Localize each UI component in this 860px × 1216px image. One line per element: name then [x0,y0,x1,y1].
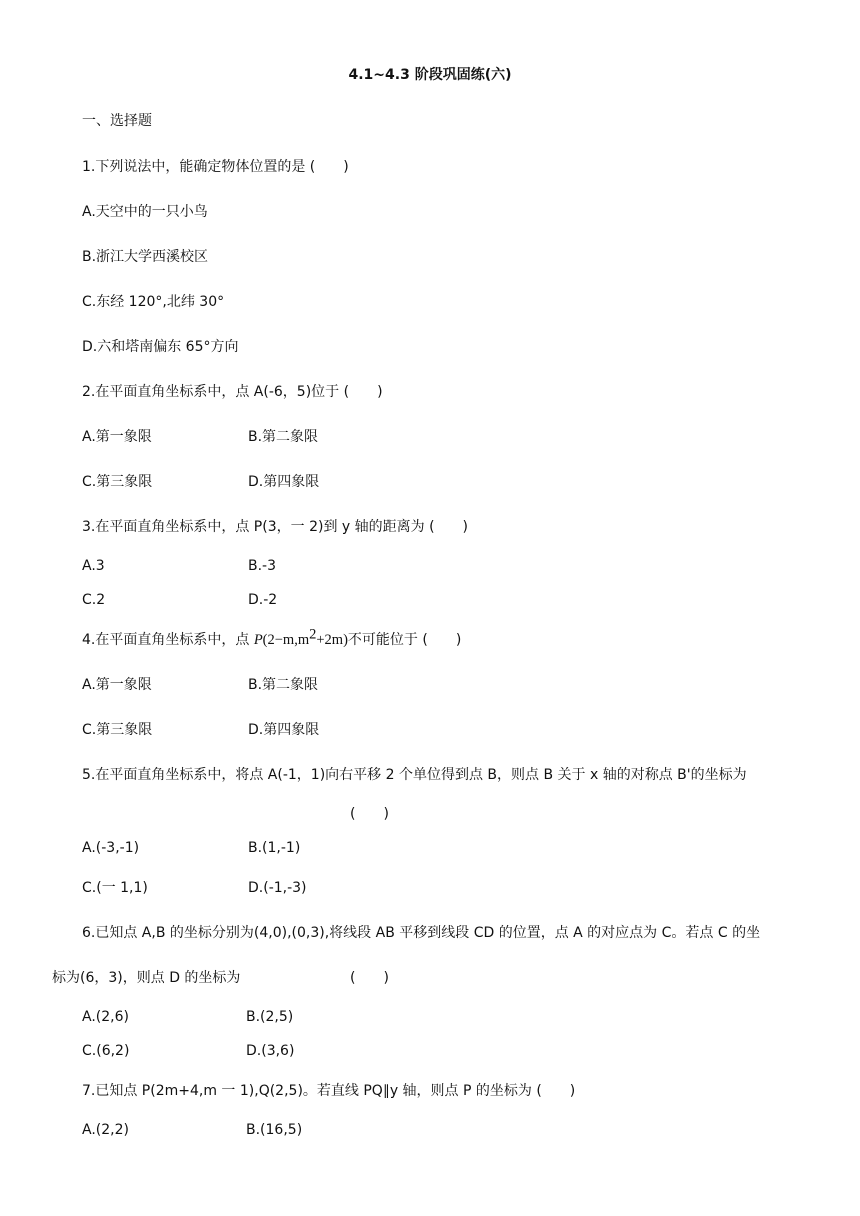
question-5-option-a: A.(-3,-1) [82,840,140,856]
question-5-answer-paren: ( ) [350,806,389,822]
question-1-stem: 1.下列说法中，能确定物体位置的是 ( ) [82,159,349,175]
question-4-option-c: C.第三象限 [82,722,153,738]
question-3-option-a: A.3 [82,558,105,574]
question-4-option-d: D.第四象限 [248,722,320,738]
question-7-stem: 7.已知点 P(2m+4,m 一 1),Q(2,5)。若直线 PQ∥y 轴，则点 P 的坐标为 ( ) [82,1083,576,1099]
question-6-stem-line1: 6.已知点 A,B 的坐标分别为(4,0),(0,3),将线段 AB 平移到线段 CD 的位置，点 A 的对应点为 C。若点 C 的坐 [82,925,761,941]
question-1-option-d: D.六和塔南偏东 65°方向 [82,339,239,355]
question-2-option-b: B.第二象限 [248,429,319,445]
question-6-option-a: A.(2,6) [82,1009,129,1025]
question-3-stem: 3.在平面直角坐标系中，点 P(3，一 2)到 y 轴的距离为 ( ) [82,519,468,535]
question-1-option-c: C.东经 120°,北纬 30° [82,294,225,310]
question-4-stem [82,626,462,649]
question-3-option-b: B.-3 [248,558,277,574]
question-1-option-b: B.浙江大学西溪校区 [82,249,209,265]
question-4-point-label: P [253,632,263,648]
question-5-option-d: D.(-1,-3) [248,880,307,896]
question-6-option-c: C.(6,2) [82,1043,130,1059]
question-2-stem: 2.在平面直角坐标系中，点 A(-6，5)位于 ( ) [82,384,383,400]
question-7-option-a: A.(2,2) [82,1122,129,1138]
question-3-option-c: C.2 [82,592,106,608]
question-4-stem-prefix: 4.在平面直角坐标系中，点 [82,632,250,648]
question-4-exponent: 2 [309,626,317,643]
question-4-option-b: B.第二象限 [248,677,319,693]
question-3-option-d: D.-2 [248,592,278,608]
question-5-option-c: C.(一 1,1) [82,880,148,896]
question-4-stem-suffix: 不可能位于 ( ) [347,632,462,648]
question-6-stem-line2: 标为(6，3)，则点 D 的坐标为 [52,970,241,986]
question-4-option-a: A.第一象限 [82,677,152,693]
question-7-option-b: B.(16,5) [246,1122,303,1138]
question-2-option-d: D.第四象限 [248,474,320,490]
question-4-expression-part1: (2−m,m [262,632,310,648]
worksheet-title: 4.1~4.3 阶段巩固练(六) [348,67,512,83]
question-5-option-b: B.(1,-1) [248,840,301,856]
question-6-option-d: D.(3,6) [246,1043,295,1059]
section-heading: 一、选择题 [82,113,152,129]
question-4-expression-part2: +2m) [316,632,348,648]
question-2-option-a: A.第一象限 [82,429,152,445]
question-5-stem: 5.在平面直角坐标系中，将点 A(-1，1)向右平移 2 个单位得到点 B，则点 B 关于 x 轴的对称点 B'的坐标为 [82,767,747,783]
question-6-option-b: B.(2,5) [246,1009,294,1025]
question-2-option-c: C.第三象限 [82,474,153,490]
question-6-answer-paren: ( ) [350,970,389,986]
question-1-option-a: A.天空中的一只小鸟 [82,204,208,220]
